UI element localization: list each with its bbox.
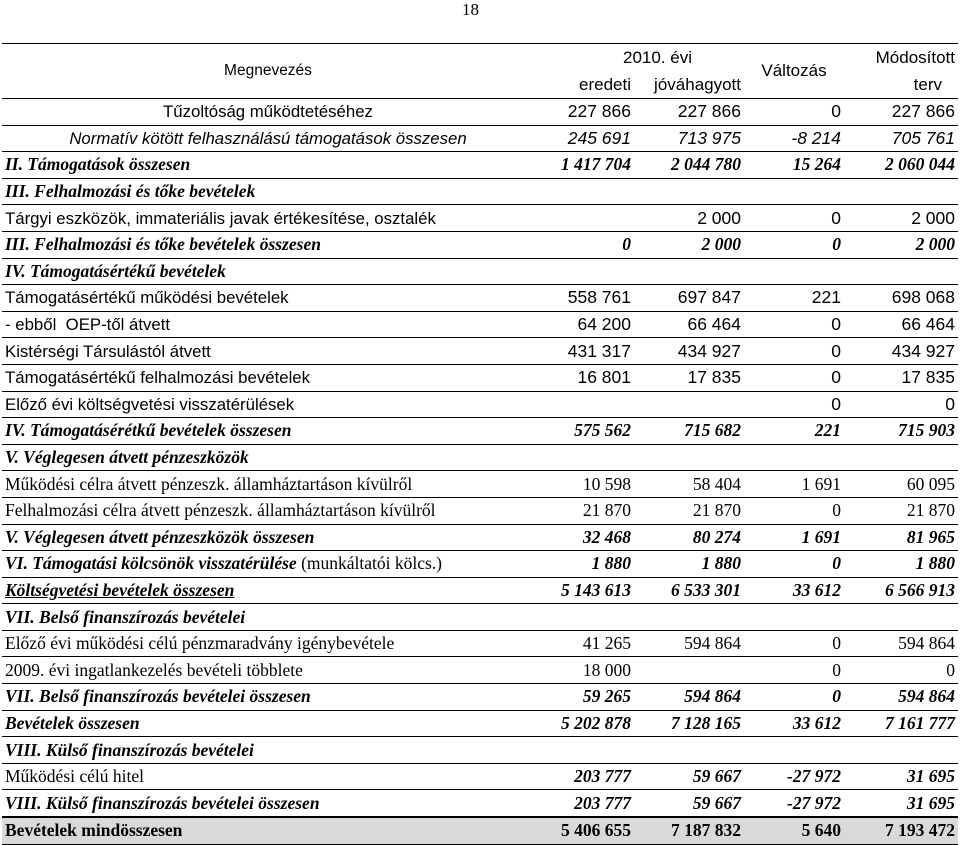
header-name: Megnevezés xyxy=(2,44,534,99)
row-name: IV. Támogatásérétkű bevételek összesen xyxy=(2,418,534,445)
cell-original: 41 265 xyxy=(534,630,634,657)
cell-modified: 66 464 xyxy=(844,311,958,338)
table-row xyxy=(2,311,958,338)
cell-modified: 7 161 777 xyxy=(844,710,958,737)
cell-modified: 0 xyxy=(844,657,958,684)
cell-change: 33 612 xyxy=(744,577,844,604)
cell-change: 221 xyxy=(744,285,844,312)
table-row xyxy=(2,99,958,126)
table-row xyxy=(2,497,958,524)
cell-modified: 2 000 xyxy=(844,231,958,258)
cell-approved: 66 464 xyxy=(634,311,744,338)
cell-approved: 59 667 xyxy=(634,763,744,790)
cell-modified: 81 965 xyxy=(844,524,958,551)
cell-approved: 2 044 780 xyxy=(634,152,744,179)
row-name: Tárgyi eszközök, immateriális javak értékesítése, osztalék xyxy=(2,205,534,232)
cell-modified: 21 870 xyxy=(844,497,958,524)
cell-original: 227 866 xyxy=(534,99,634,126)
cell-original: 18 000 xyxy=(534,657,634,684)
section-row xyxy=(2,258,958,285)
cell-modified: 698 068 xyxy=(844,285,958,312)
cell-change: 33 612 xyxy=(744,710,844,737)
cell-original xyxy=(534,391,634,418)
cell-original: 0 xyxy=(534,231,634,258)
cell-original: 10 598 xyxy=(534,471,634,498)
table-row xyxy=(2,657,958,684)
table-row xyxy=(2,364,958,391)
cell-modified: 0 xyxy=(844,391,958,418)
cell-approved: 80 274 xyxy=(634,524,744,551)
cell-modified: 434 927 xyxy=(844,338,958,365)
cell-original: 431 317 xyxy=(534,338,634,365)
cell-modified: 6 566 913 xyxy=(844,577,958,604)
cell-change: 15 264 xyxy=(744,152,844,179)
section-row xyxy=(2,737,958,764)
cell-change: 1 691 xyxy=(744,524,844,551)
section-row xyxy=(2,178,958,205)
cell-approved: 2 000 xyxy=(634,205,744,232)
cell-original: 575 562 xyxy=(534,418,634,445)
section-title: III. Felhalmozási és tőke bevételek xyxy=(2,178,958,205)
table-row xyxy=(2,790,958,817)
cell-original: 5 202 878 xyxy=(534,710,634,737)
cell-change: 0 xyxy=(744,630,844,657)
page-number: 18 xyxy=(462,0,479,19)
row-name: Bevételek mindösszesen xyxy=(2,817,534,844)
grand-total-row xyxy=(2,817,958,844)
cell-original: 21 870 xyxy=(534,497,634,524)
row-name: II. Támogatások összesen xyxy=(2,152,534,179)
row-name: III. Felhalmozási és tőke bevételek összesen xyxy=(2,231,534,258)
header-modified-1: Módosított xyxy=(844,44,958,73)
cell-change: 0 xyxy=(744,364,844,391)
section-title: IV. Támogatásértékű bevételek xyxy=(2,258,958,285)
cell-original: 203 777 xyxy=(534,790,634,817)
row-name: Előző évi működési célú pénzmaradvány igénybevétele xyxy=(2,630,534,657)
cell-approved: 58 404 xyxy=(634,471,744,498)
cell-modified: 1 880 xyxy=(844,551,958,578)
table-row xyxy=(2,630,958,657)
cell-original: 32 468 xyxy=(534,524,634,551)
section-row xyxy=(2,604,958,631)
cell-approved: 715 682 xyxy=(634,418,744,445)
cell-change: 0 xyxy=(744,205,844,232)
row-name: Kistérségi Társulástól átvett xyxy=(2,338,534,365)
cell-change: -27 972 xyxy=(744,790,844,817)
table-row xyxy=(2,763,958,790)
cell-modified: 594 864 xyxy=(844,684,958,711)
cell-approved: 7 128 165 xyxy=(634,710,744,737)
cell-change: 221 xyxy=(744,418,844,445)
row-name: Támogatásértékű felhalmozási bevételek xyxy=(2,364,534,391)
cell-original: 203 777 xyxy=(534,763,634,790)
header-row-1 xyxy=(2,44,958,73)
cell-modified: 2 060 044 xyxy=(844,152,958,179)
row-name xyxy=(2,551,534,578)
table-row xyxy=(2,418,958,445)
cell-approved: 59 667 xyxy=(634,790,744,817)
table-row xyxy=(2,285,958,312)
table-row xyxy=(2,338,958,365)
table-row xyxy=(2,205,958,232)
table-row xyxy=(2,471,958,498)
header-original: eredeti xyxy=(534,72,634,99)
row-name-text: Költségvetési bevételek összesen xyxy=(5,579,235,600)
header-modified-2: terv xyxy=(844,72,958,99)
section-title: V. Véglegesen átvett pénzeszközök xyxy=(2,444,958,471)
cell-modified: 60 095 xyxy=(844,471,958,498)
cell-approved: 697 847 xyxy=(634,285,744,312)
cell-original: 64 200 xyxy=(534,311,634,338)
cell-modified: 227 866 xyxy=(844,99,958,126)
row-name-suffix: (munkáltatói kölcs.) xyxy=(296,553,443,574)
cell-approved xyxy=(634,391,744,418)
cell-change: 1 691 xyxy=(744,471,844,498)
header-approved: jóváhagyott xyxy=(634,72,744,99)
row-name: Támogatásértékű működési bevételek xyxy=(2,285,534,312)
row-name: 2009. évi ingatlankezelés bevételi többlete xyxy=(2,657,534,684)
cell-original: 59 265 xyxy=(534,684,634,711)
row-name: - ebből OEP-től átvett xyxy=(2,311,534,338)
table-row xyxy=(2,551,958,578)
cell-change: 0 xyxy=(744,684,844,711)
cell-approved: 594 864 xyxy=(634,684,744,711)
row-name: V. Véglegesen átvett pénzeszközök összesen xyxy=(2,524,534,551)
row-name xyxy=(2,577,534,604)
cell-modified: 31 695 xyxy=(844,790,958,817)
cell-approved xyxy=(634,657,744,684)
cell-change: -27 972 xyxy=(744,763,844,790)
row-name: Tűzoltóság működtetéséhez xyxy=(2,99,534,126)
revenue-table xyxy=(2,43,958,845)
table-row xyxy=(2,391,958,418)
cell-change: 0 xyxy=(744,551,844,578)
cell-original: 5 406 655 xyxy=(534,817,634,844)
cell-approved: 713 975 xyxy=(634,125,744,152)
header-year: 2010. évi xyxy=(534,44,744,73)
cell-change: -8 214 xyxy=(744,125,844,152)
cell-approved: 6 533 301 xyxy=(634,577,744,604)
cell-approved: 7 187 832 xyxy=(634,817,744,844)
cell-approved: 21 870 xyxy=(634,497,744,524)
cell-original: 1 417 704 xyxy=(534,152,634,179)
cell-approved: 2 000 xyxy=(634,231,744,258)
table-row xyxy=(2,684,958,711)
table-row xyxy=(2,577,958,604)
cell-change: 0 xyxy=(744,657,844,684)
table-row xyxy=(2,125,958,152)
cell-change: 0 xyxy=(744,391,844,418)
row-name: Működési célra átvett pénzeszk. államháztartáson kívülről xyxy=(2,471,534,498)
cell-approved: 594 864 xyxy=(634,630,744,657)
section-title: VIII. Külső finanszírozás bevételei xyxy=(2,737,958,764)
cell-change: 0 xyxy=(744,311,844,338)
table-row xyxy=(2,710,958,737)
cell-change: 0 xyxy=(744,338,844,365)
cell-modified: 7 193 472 xyxy=(844,817,958,844)
cell-original: 245 691 xyxy=(534,125,634,152)
cell-modified: 2 000 xyxy=(844,205,958,232)
cell-modified: 31 695 xyxy=(844,763,958,790)
row-name: Felhalmozási célra átvett pénzeszk. államháztartáson kívülről xyxy=(2,497,534,524)
cell-change: 0 xyxy=(744,497,844,524)
cell-original: 5 143 613 xyxy=(534,577,634,604)
row-name: Normatív kötött felhasználású támogatások összesen xyxy=(2,125,534,152)
table-row xyxy=(2,152,958,179)
cell-modified: 17 835 xyxy=(844,364,958,391)
header-change: Változás xyxy=(744,44,844,99)
cell-original: 558 761 xyxy=(534,285,634,312)
cell-change: 0 xyxy=(744,99,844,126)
row-name: Bevételek összesen xyxy=(2,710,534,737)
table-row xyxy=(2,231,958,258)
cell-approved: 17 835 xyxy=(634,364,744,391)
cell-original: 1 880 xyxy=(534,551,634,578)
cell-change: 0 xyxy=(744,231,844,258)
cell-approved: 434 927 xyxy=(634,338,744,365)
row-name-main: VI. Támogatási kölcsönök visszatérülése xyxy=(5,553,297,574)
row-name: VII. Belső finanszírozás bevételei összesen xyxy=(2,684,534,711)
cell-approved: 227 866 xyxy=(634,99,744,126)
row-name: Előző évi költségvetési visszatérülések xyxy=(2,391,534,418)
table-row xyxy=(2,524,958,551)
cell-change: 5 640 xyxy=(744,817,844,844)
cell-approved: 1 880 xyxy=(634,551,744,578)
section-title: VII. Belső finanszírozás bevételei xyxy=(2,604,958,631)
cell-modified: 594 864 xyxy=(844,630,958,657)
cell-original xyxy=(534,205,634,232)
row-name: Működési célú hitel xyxy=(2,763,534,790)
row-name: VIII. Külső finanszírozás bevételei összesen xyxy=(2,790,534,817)
cell-original: 16 801 xyxy=(534,364,634,391)
cell-modified: 715 903 xyxy=(844,418,958,445)
cell-modified: 705 761 xyxy=(844,125,958,152)
section-row xyxy=(2,444,958,471)
